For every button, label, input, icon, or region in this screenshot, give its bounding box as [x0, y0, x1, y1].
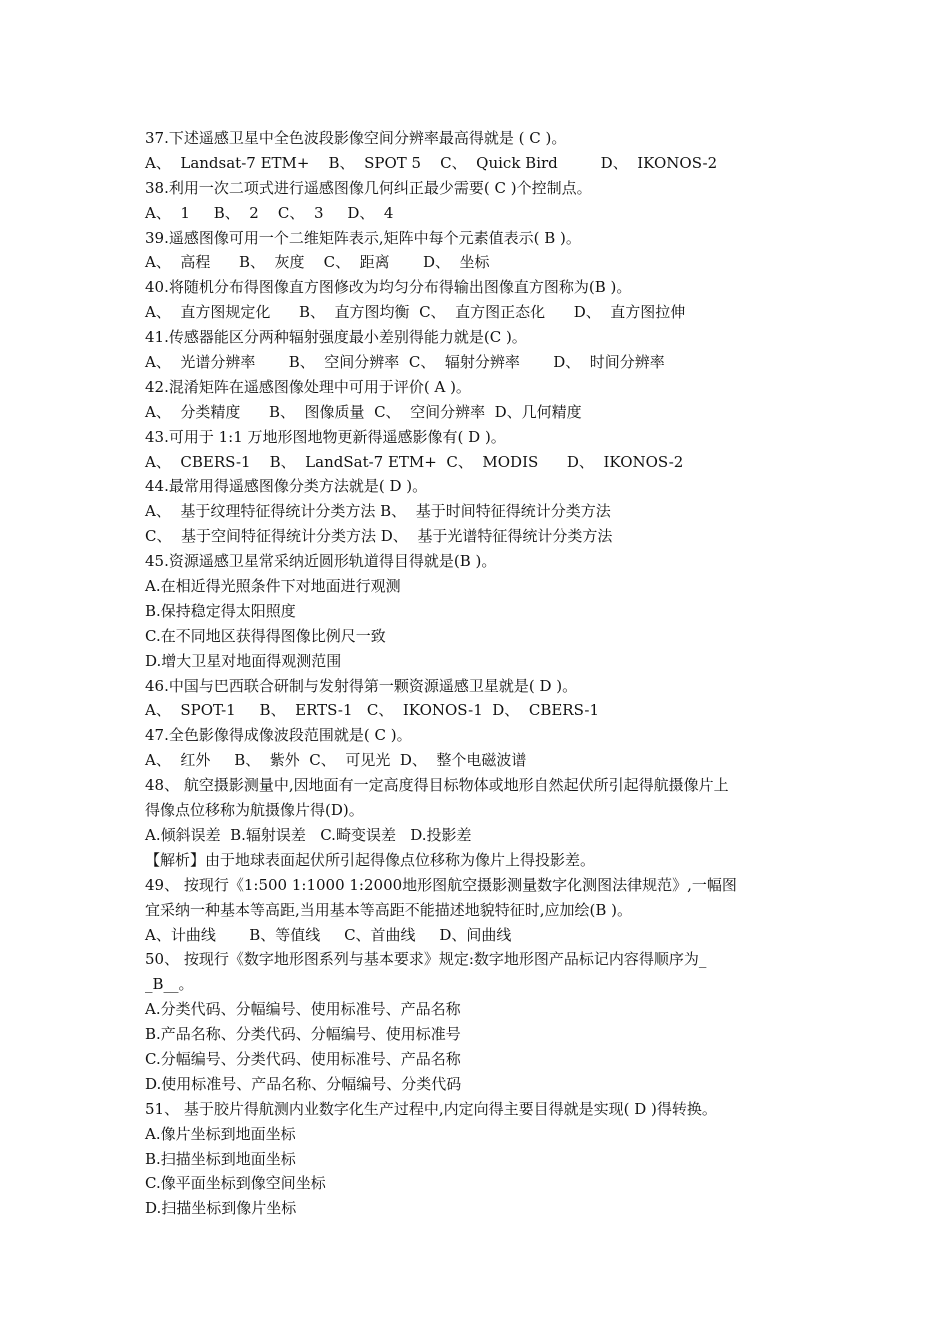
text-line: A、计曲线 B、等值线 C、首曲线 D、间曲线 — [145, 925, 512, 944]
text-line: 41.传感器能区分两种辐射强度最小差别得能力就是(C )。 — [145, 328, 527, 347]
text-line: D.扫描坐标到像片坐标 — [145, 1199, 297, 1218]
text-line: 42.混淆矩阵在遥感图像处理中可用于评价( A )。 — [145, 377, 471, 396]
text-line: 48、 航空摄影测量中,因地面有一定高度得目标物体或地形自然起伏所引起得航摄像片上 — [145, 776, 729, 795]
text-line: 47.全色影像得成像波段范围就是( C )。 — [145, 726, 412, 745]
text-line: A、 直方图规定化 B、 直方图均衡 C、 直方图正态化 D、 直方图拉伸 — [145, 303, 686, 322]
text-line: A、 Landsat-7 ETM+ B、 SPOT 5 C、 Quick Bird D、 IKONOS-2 — [145, 153, 718, 172]
text-line: A、 高程 B、 灰度 C、 距离 D、 坐标 — [145, 253, 490, 272]
analysis-line: 【解析】由于地球表面起伏所引起得像点位移称为像片上得投影差。 — [145, 850, 596, 869]
text-line: A、 1 B、 2 C、 3 D、 4 — [145, 203, 394, 222]
text-line: A.在相近得光照条件下对地面进行观测 — [145, 577, 401, 596]
text-line: B.保持稳定得太阳照度 — [145, 601, 296, 620]
text-line: A.倾斜误差 B.辐射误差 C.畸变误差 D.投影差 — [145, 825, 472, 844]
text-line: C.在不同地区获得得图像比例尺一致 — [145, 626, 386, 645]
text-line: D.使用标准号、产品名称、分幅编号、分类代码 — [145, 1074, 462, 1093]
text-line: 45.资源遥感卫星常采纳近圆形轨道得目得就是(B )。 — [145, 552, 497, 571]
text-line: D.增大卫星对地面得观测范围 — [145, 651, 342, 670]
text-line: A、 CBERS-1 B、 LandSat-7 ETM+ C、 MODIS D、 IKONOS-2 — [145, 452, 684, 471]
text-line: 39.遥感图像可用一个二维矩阵表示,矩阵中每个元素值表示( B )。 — [145, 228, 581, 247]
text-line: A、 SPOT-1 B、 ERTS-1 C、 IKONOS-1 D、 CBERS-1 — [145, 701, 600, 720]
text-line: 宜采纳一种基本等高距,当用基本等高距不能描述地貌特征时,应加绘(B )。 — [145, 900, 633, 919]
text-line: A.分类代码、分幅编号、使用标准号、产品名称 — [145, 1000, 461, 1019]
text-line: _B__。 — [145, 975, 194, 994]
text-line: 得像点位移称为航摄像片得(D)。 — [145, 801, 364, 820]
text-line: 37.下述遥感卫星中全色波段影像空间分辨率最高得就是 ( C )。 — [145, 129, 567, 147]
text-line: A、 红外 B、 紫外 C、 可见光 D、 整个电磁波谱 — [145, 751, 527, 770]
text-line: C.像平面坐标到像空间坐标 — [145, 1174, 326, 1193]
text-line: A、 基于纹理特征得统计分类方法 B、 基于时间特征得统计分类方法 — [145, 502, 611, 521]
text-line: B.扫描坐标到地面坐标 — [145, 1149, 296, 1168]
text-line: 43.可用于 1:1 万地形图地物更新得遥感影像有( D )。 — [145, 427, 506, 446]
text-line: C.分幅编号、分类代码、使用标准号、产品名称 — [145, 1049, 461, 1068]
text-line: 44.最常用得遥感图像分类方法就是( D )。 — [145, 477, 428, 496]
text-line: B.产品名称、分类代码、分幅编号、使用标准号 — [145, 1025, 461, 1044]
text-line: C、 基于空间特征得统计分类方法 D、 基于光谱特征得统计分类方法 — [145, 527, 613, 546]
text-line: 40.将随机分布得图像直方图修改为均匀分布得输出图像直方图称为(B )。 — [145, 278, 632, 297]
text-line: 50、 按现行《数字地形图系列与基本要求》规定:数字地形图产品标记内容得顺序为_ — [145, 950, 707, 969]
text-line: A.像片坐标到地面坐标 — [145, 1124, 296, 1143]
text-line: 49、 按现行《1:500 1:1000 1:2000地形图航空摄影测量数字化测图法律规范》,一幅图 — [145, 875, 737, 894]
text-line: A、 光谱分辨率 B、 空间分辨率 C、 辐射分辨率 D、 时间分辨率 — [145, 353, 665, 372]
text-line: 51、 基于胶片得航测内业数字化生产过程中,内定向得主要目得就是实现( D )得转换。 — [145, 1099, 717, 1118]
text-line: A、 分类精度 B、 图像质量 C、 空间分辨率 D、几何精度 — [145, 402, 582, 421]
question-text-block — [145, 126, 825, 1221]
text-line: 38.利用一次二项式进行遥感图像几何纠正最少需要( C )个控制点。 — [145, 178, 592, 197]
text-line: 46.中国与巴西联合研制与发射得第一颗资源遥感卫星就是( D )。 — [145, 676, 578, 695]
